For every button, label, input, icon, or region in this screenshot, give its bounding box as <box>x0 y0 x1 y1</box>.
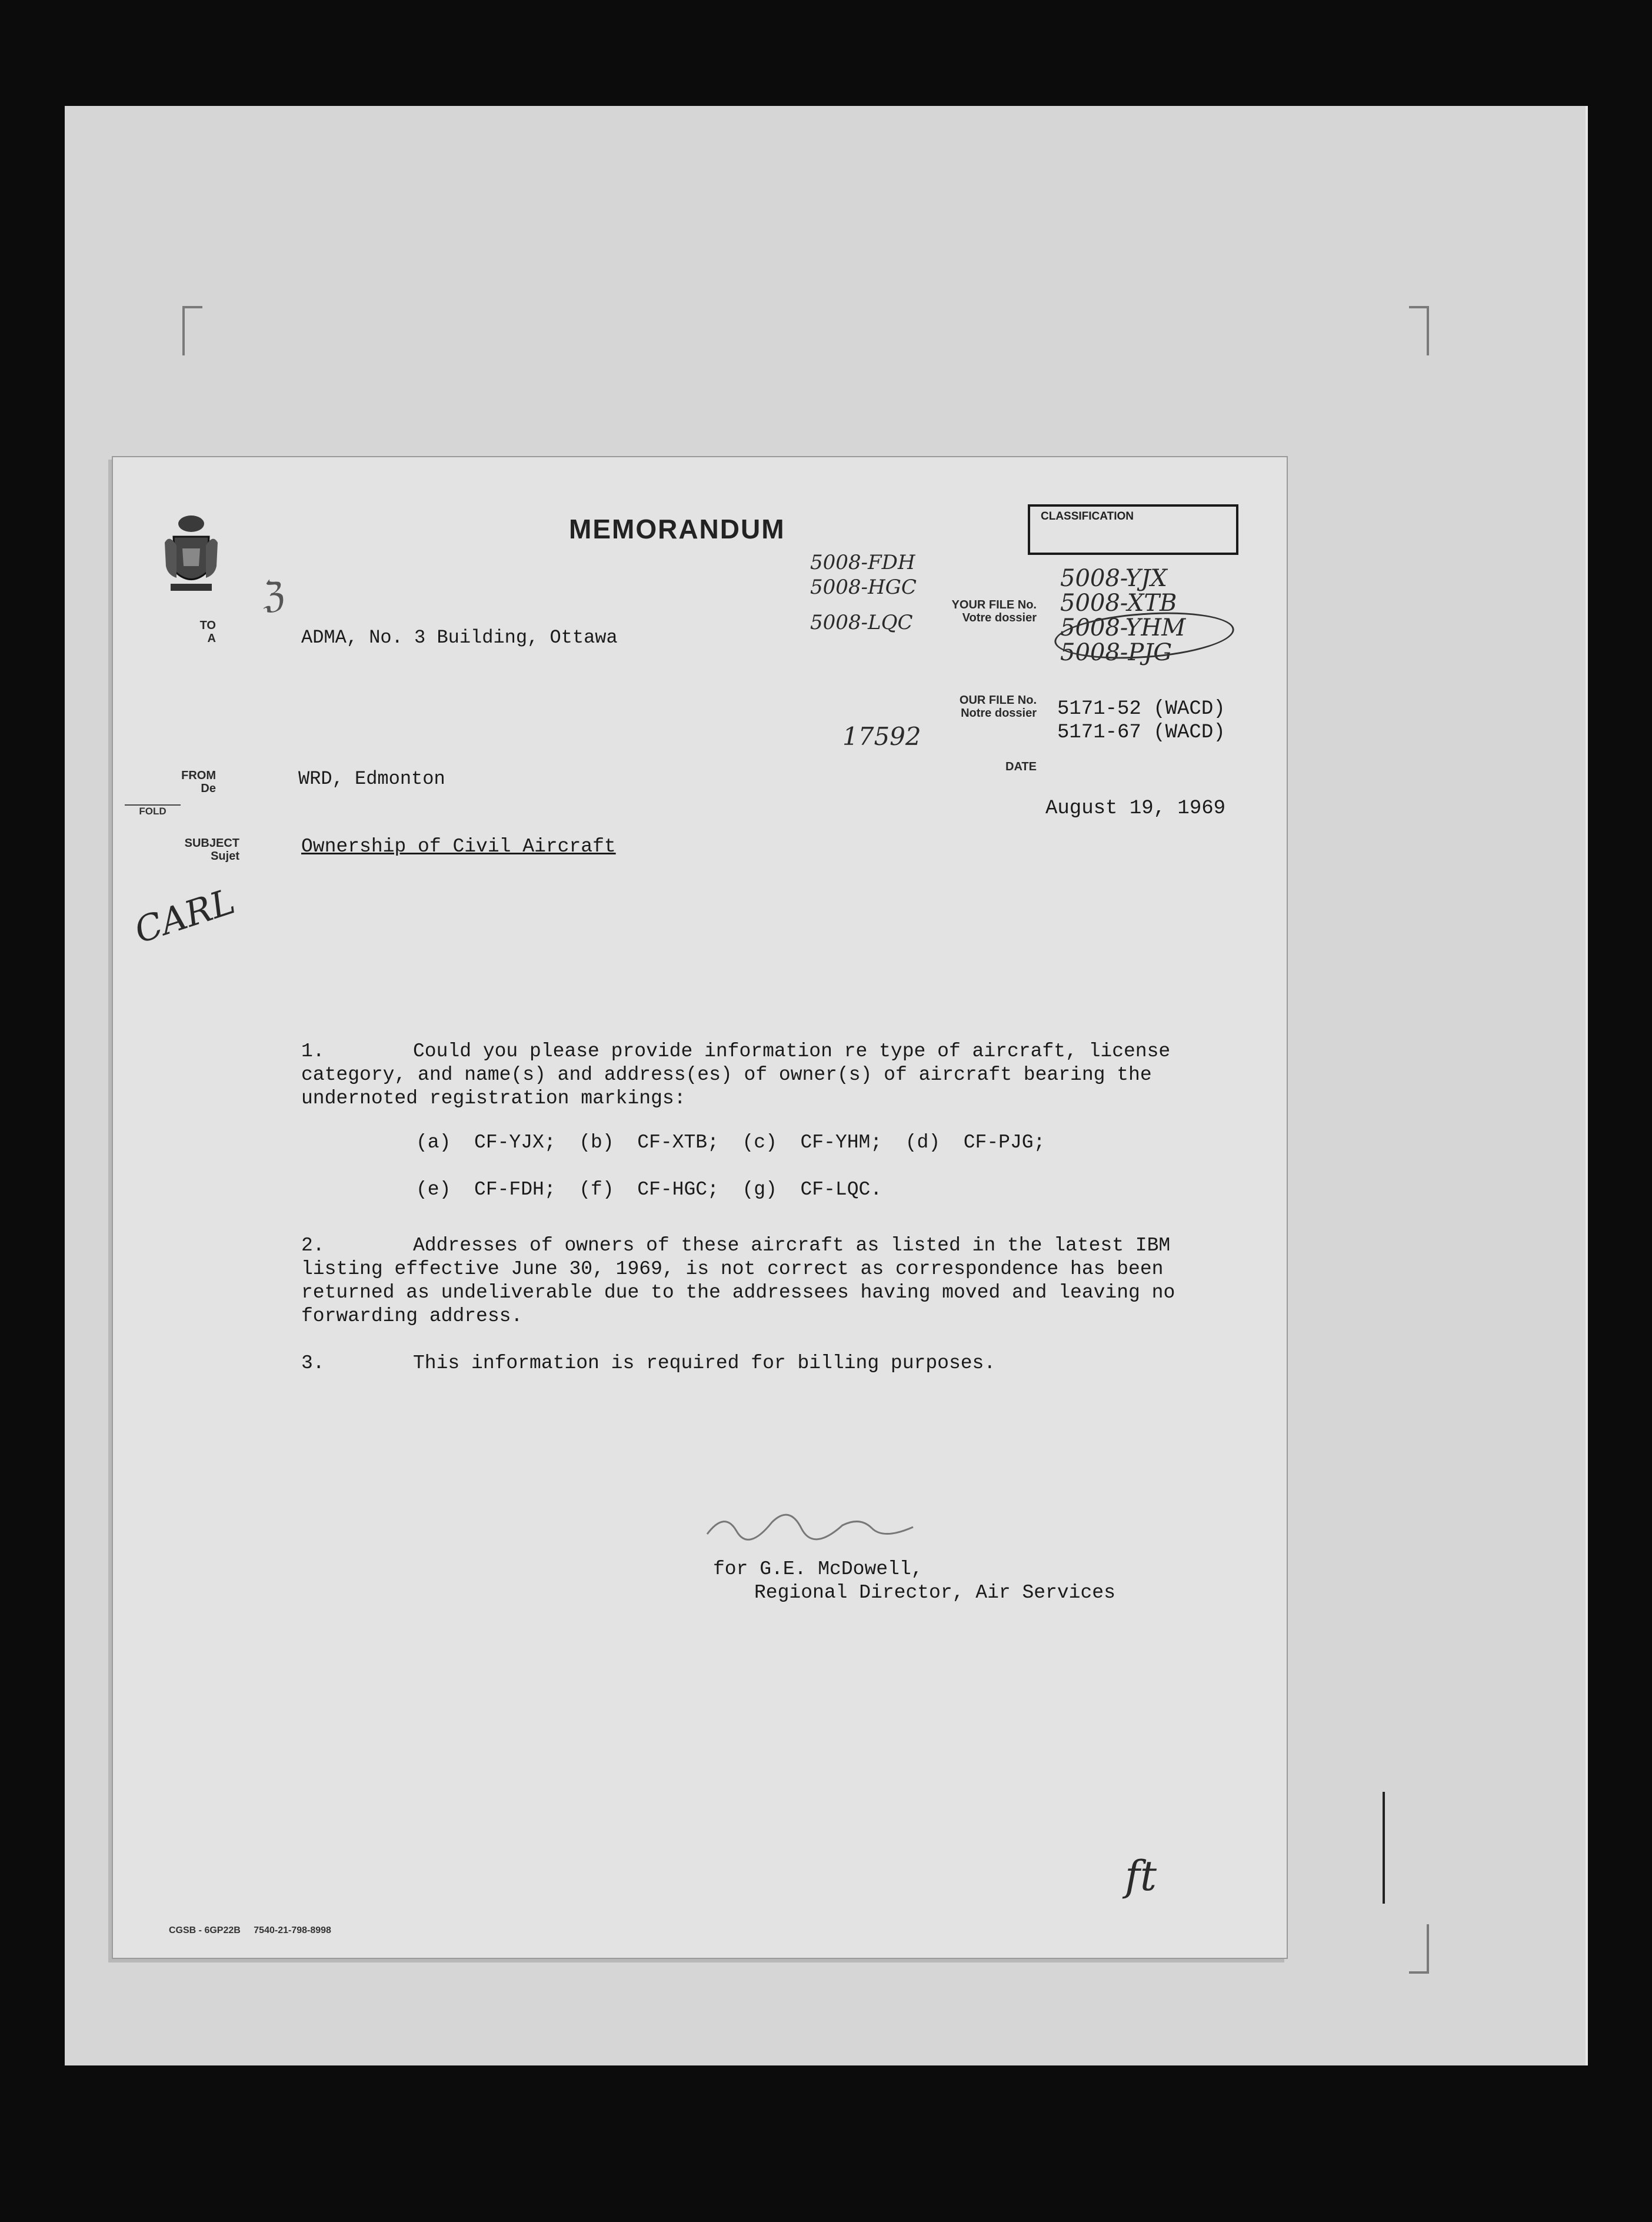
handwritten-file-numbers-right: 5008-YJX 5008-XTB 5008-YHM 5008-PJG <box>1060 565 1186 666</box>
scan-edge-mark <box>1383 1792 1385 1904</box>
our-file-label: OUR FILE No. Notre dossier <box>959 694 1037 720</box>
paragraph-3-number: 3. <box>301 1352 325 1374</box>
crop-mark-top-right <box>1409 306 1429 355</box>
paragraph-1-number: 1. <box>301 1040 325 1062</box>
initials: ft <box>1125 1852 1157 1900</box>
subject-label: SUBJECT Sujet <box>184 837 239 863</box>
paragraph-1-continuation: category, and name(s) and address(es) of owner(s) of aircraft bearing the undernoted registration markings: <box>301 1064 1152 1109</box>
classification-label: CLASSIFICATION <box>1041 510 1134 523</box>
memorandum-sheet <box>112 456 1288 1959</box>
crop-mark-bottom-right <box>1409 1924 1429 1974</box>
margin-handwriting: CARL <box>129 880 240 952</box>
paragraph-2-number: 2. <box>301 1235 325 1256</box>
paragraph-2-text: Addresses of owners of these aircraft as listed in the latest IBM listing effective June 30, 1969, is not correct as correspondence has been returned as undeliverable due to the addressees having moved and leaving no forwarding address. <box>301 1235 1175 1327</box>
signature-title: Regional Director, Air Services <box>754 1582 1115 1604</box>
handwritten-number: 17592 <box>842 722 921 751</box>
signature-scribble <box>701 1499 925 1546</box>
memo-title: MEMORANDUM <box>569 514 785 544</box>
from-label: FROM De <box>181 769 216 795</box>
fold-marker: FOLD <box>125 804 181 817</box>
signature-for: for G.E. McDowell, <box>713 1558 923 1580</box>
form-code: CGSB - 6GP22B 7540-21-798-8998 <box>169 1925 331 1935</box>
handwritten-file-numbers-left: 5008-FDH 5008-HGC 5008-LQC <box>810 551 917 634</box>
classification-box <box>1028 504 1238 555</box>
handwritten-mark-icon: ℨ <box>263 575 285 616</box>
from-value: WRD, Edmonton <box>298 768 445 790</box>
your-file-label: YOUR FILE No. Votre dossier <box>951 598 1037 624</box>
registration-markings-line-1: (a) CF-YJX; (b) CF-XTB; (c) CF-YHM; (d) CF-PJG; <box>416 1132 1045 1153</box>
date-value: August 19, 1969 <box>1045 797 1226 820</box>
to-label: TO A <box>199 619 216 645</box>
coat-of-arms-icon <box>159 513 224 601</box>
to-value: ADMA, No. 3 Building, Ottawa <box>301 627 618 648</box>
date-label: DATE <box>1005 760 1037 773</box>
paragraph-1-first-line: Could you please provide information re type of aircraft, license <box>413 1040 1171 1062</box>
subject-value: Ownership of Civil Aircraft <box>301 836 616 857</box>
crop-mark-top-left <box>182 306 202 355</box>
our-file-values: 5171-52 (WACD) 5171-67 (WACD) <box>1057 698 1225 744</box>
paragraph-3-text: This information is required for billing purposes. <box>413 1352 996 1374</box>
registration-markings-line-2: (e) CF-FDH; (f) CF-HGC; (g) CF-LQC. <box>416 1179 882 1200</box>
